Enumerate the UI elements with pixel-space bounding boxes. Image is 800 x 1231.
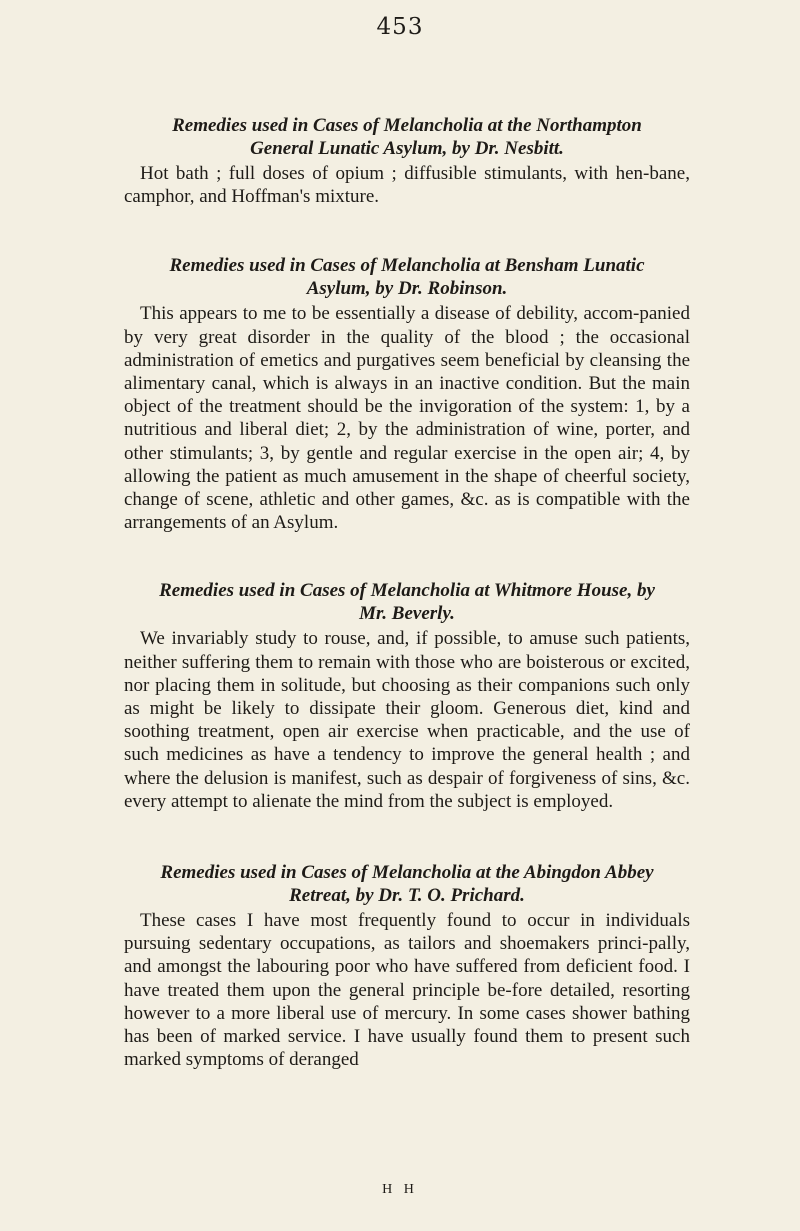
section-bensham bbox=[124, 254, 690, 534]
heading-line: Remedies used in Cases of Melancholia at the Northampton bbox=[172, 115, 642, 136]
section-body: Hot bath ; full doses of opium ; diffusible stimulants, with hen-bane, camphor, and Hoffman's mixture. bbox=[124, 163, 690, 208]
section-northampton bbox=[124, 114, 690, 208]
heading-line: General Lunatic Asylum, by Dr. Nesbitt. bbox=[250, 138, 564, 159]
heading-line: Remedies used in Cases of Melancholia at Bensham Lunatic bbox=[169, 255, 645, 277]
signature-mark: H H bbox=[382, 1182, 418, 1197]
section-body: These cases I have most frequently found to occur in individuals pursuing sedentary occupations, as tailors and shoemakers princi-pally, and amongst the labouring poor who have suffered from deficient food. I have treated them upon the general principle be-fore detailed, resorting however to a more liberal use of mercury. In some cases shower bathing has been of marked service. I have usually found them to present such marked symptoms of deranged bbox=[124, 910, 690, 1071]
section-whitmore-house bbox=[124, 579, 690, 813]
heading-line: Remedies used in Cases of Melancholia at Whitmore House, by bbox=[159, 580, 655, 602]
page-content bbox=[124, 114, 690, 1071]
heading-line: Mr. Beverly. bbox=[359, 603, 455, 625]
section-heading bbox=[124, 114, 690, 160]
heading-line: Asylum, by Dr. Robinson. bbox=[306, 278, 508, 300]
heading-line: Retreat, by Dr. T. O. Prichard. bbox=[289, 885, 525, 907]
page-number: 453 bbox=[376, 14, 424, 40]
section-heading bbox=[124, 254, 690, 300]
section-heading bbox=[124, 861, 690, 907]
section-body: We invariably study to rouse, and, if possible, to amuse such patients, neither suffering them to remain with those who are boisterous or excited, nor placing them in solitude, but choosing as their companions such only as might be likely to dissipate their gloom. Generous diet, kind and soothing treatment, open air exercise when practicable, and the use of such medicines as have a tendency to improve the general health ; and where the delusion is manifest, such as despair of forgiveness of sins, &c. every attempt to alienate the mind from the subject is employed. bbox=[124, 628, 690, 812]
section-heading bbox=[124, 579, 690, 625]
section-body: This appears to me to be essentially a disease of debility, accom-panied by very great disorder in the quality of the blood ; the occasional administration of emetics and purgatives seem beneficial by cleansing the alimentary canal, which is always in an inactive condition. But the main object of the treatment should be the invigoration of the system: 1, by a nutritious and liberal diet; 2, by the administration of wine, porter, and other stimulants; 3, by gentle and regular exercise in the open air; 4, by allowing the patient as much amusement in the shape of cheerful society, change of scene, athletic and other games, &c. as is compatible with the arrangements of an Asylum. bbox=[124, 303, 690, 534]
heading-line: Remedies used in Cases of Melancholia at the Abingdon Abbey bbox=[160, 862, 654, 884]
section-abingdon-abbey bbox=[124, 861, 690, 1071]
